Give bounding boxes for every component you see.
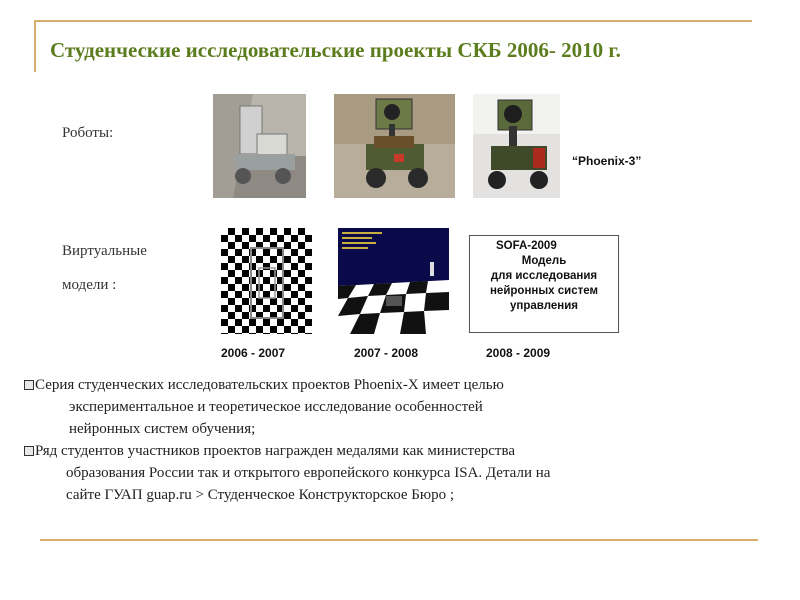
sofa-title: SOFA-2009 [496, 240, 557, 252]
year-caption-3: 2008 - 2009 [486, 346, 551, 360]
bullet-item-1 [24, 374, 764, 440]
bullet-2-line-2: образования России так и открытого европейского конкурса ISA. Детали на [66, 465, 551, 481]
simulation-3d-image [338, 228, 449, 334]
robot-photo-1 [213, 94, 306, 198]
sofa-2009-box [469, 235, 619, 333]
bullet-box-icon [24, 380, 34, 390]
bullet-item-2 [24, 440, 764, 506]
year-caption-1: 2006 - 2007 [221, 346, 286, 360]
robot-photo-2 [334, 94, 455, 198]
virtual-label-line2: модели : [62, 277, 117, 293]
robots-label: Роботы: [62, 125, 114, 141]
phoenix-caption: “Phoenix-3” [572, 154, 642, 168]
slide-title: Студенческие исследовательские проекты СКБ 2006- 2010 г. [50, 38, 621, 62]
bottom-rule [40, 539, 758, 541]
sofa-line-research: для исследования [490, 270, 598, 282]
bullet-1-line-3: нейронных систем обучения; [69, 421, 256, 437]
sofa-line-model: Модель [521, 255, 567, 267]
robot-photo-3 [473, 94, 560, 198]
virtual-label-line1: Виртуальные [62, 243, 147, 259]
bullet-1-line-1: Серия студенческих исследовательских проектов Phoenix-X имеет целью [35, 377, 504, 393]
bullet-2-line-1: Ряд студентов участников проектов награжден медалями как министерства [35, 443, 516, 459]
bullet-box-icon [24, 446, 34, 456]
top-rule [34, 20, 752, 22]
bullet-2-line-3: сайте ГУАП guap.ru > Студенческое Конструкторское Бюро ; [66, 487, 455, 503]
sofa-line-control: управления [510, 300, 578, 312]
left-rule [34, 20, 36, 72]
bullet-1-line-2: экспериментальное и теоретическое исследование особенностей [69, 399, 483, 415]
year-caption-2: 2007 - 2008 [354, 346, 419, 360]
checkerboard-model-image [221, 228, 312, 334]
sofa-line-neural: нейронных систем [489, 285, 598, 297]
bullet-list [24, 374, 764, 506]
